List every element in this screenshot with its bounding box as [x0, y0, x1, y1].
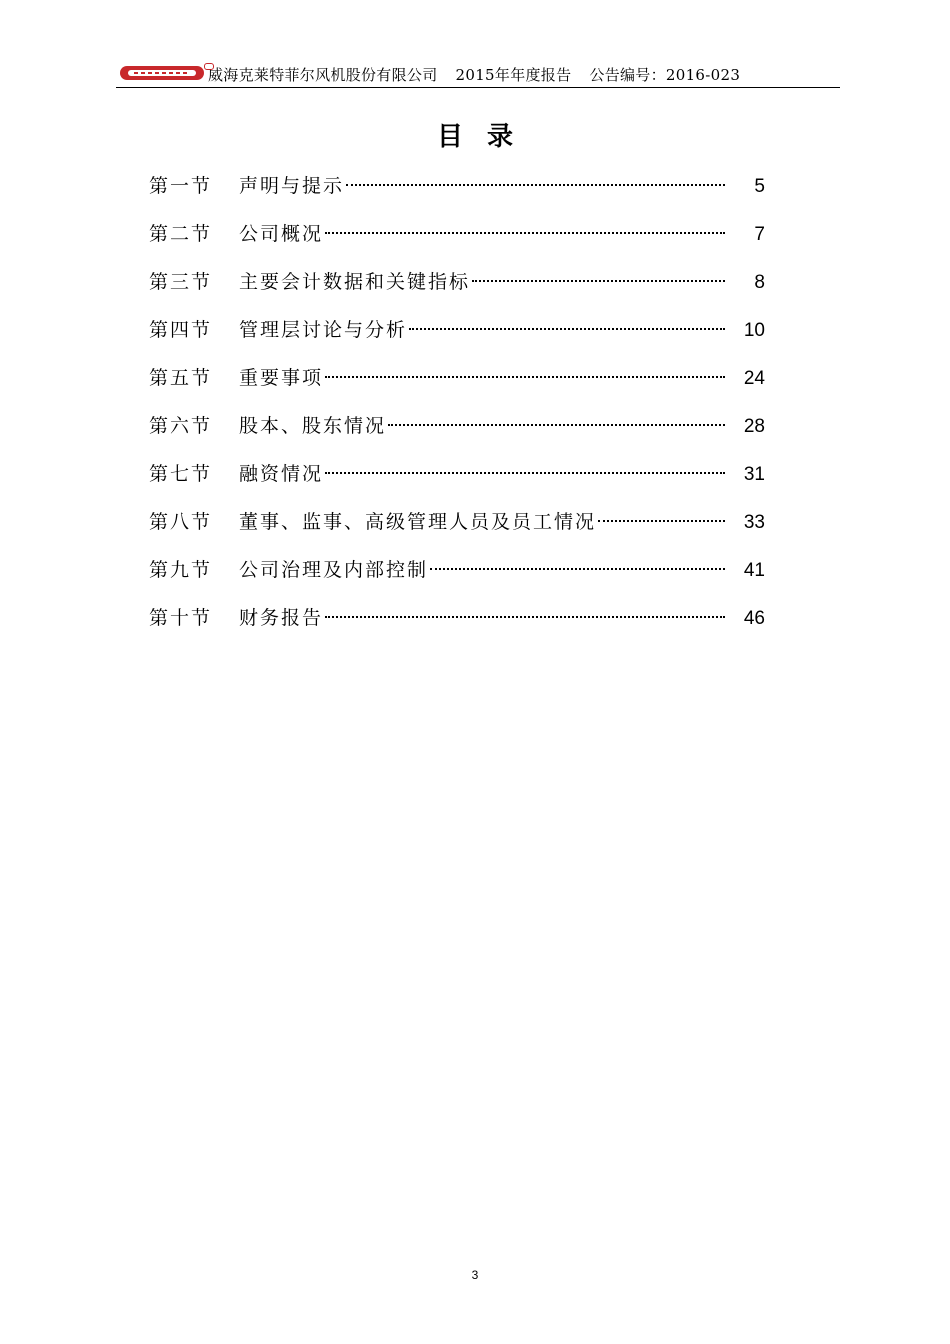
toc-item-title: 声明与提示: [239, 175, 345, 197]
toc-leader-dots: [346, 184, 725, 186]
toc-item-title: 董事、监事、高级管理人员及员工情况: [239, 511, 597, 533]
toc-section: 第三节: [149, 271, 213, 293]
toc-section: 第八节: [149, 511, 213, 533]
toc-leader-dots: [472, 280, 725, 282]
toc-item-title: 管理层讨论与分析: [239, 319, 408, 341]
toc-row[interactable]: [149, 268, 765, 316]
toc-item-title: 融资情况: [239, 463, 324, 485]
toc-page: 8: [754, 272, 765, 293]
toc-section: 第十节: [149, 607, 213, 629]
toc-row[interactable]: [149, 508, 765, 556]
toc-leader-dots: [325, 376, 725, 378]
toc-leader-dots: [325, 232, 725, 234]
page-number: 3: [471, 1268, 479, 1282]
toc-page: 33: [743, 512, 765, 533]
toc-page: 41: [743, 560, 765, 581]
toc-section: 第七节: [149, 463, 213, 485]
table-of-contents: [149, 172, 765, 652]
toc-page: 5: [754, 176, 765, 197]
toc-row[interactable]: [149, 460, 765, 508]
toc-row[interactable]: [149, 412, 765, 460]
header-text: [208, 65, 840, 85]
toc-row[interactable]: [149, 604, 765, 652]
toc-item-title: 公司概况: [239, 223, 324, 245]
toc-leader-dots: [409, 328, 725, 330]
toc-leader-dots: [388, 424, 725, 426]
toc-page: 24: [743, 368, 765, 389]
toc-item-title: 重要事项: [239, 367, 324, 389]
toc-row[interactable]: [149, 220, 765, 268]
header-report: 2015年年度报告: [455, 66, 572, 84]
toc-item-title: 股本、股东情况: [239, 415, 387, 437]
toc-section: 第五节: [149, 367, 213, 389]
toc-page: 28: [743, 416, 765, 437]
toc-row[interactable]: [149, 316, 765, 364]
page-header: [116, 64, 840, 88]
toc-section: 第四节: [149, 319, 213, 341]
toc-leader-dots: [598, 520, 725, 522]
header-company: 威海克莱特菲尔风机股份有限公司: [208, 66, 438, 84]
toc-item-title: 主要会计数据和关键指标: [239, 271, 471, 293]
toc-page: 46: [743, 608, 765, 629]
toc-page: 7: [754, 224, 765, 245]
header-notice: 公告编号：2016-023: [589, 66, 741, 84]
toc-leader-dots: [325, 616, 725, 618]
toc-section: 第六节: [149, 415, 213, 437]
toc-page: 10: [743, 320, 765, 341]
toc-item-title: 公司治理及内部控制: [239, 559, 429, 581]
company-logo-icon: [120, 66, 204, 80]
toc-title: 目录: [436, 122, 537, 152]
toc-section: 第二节: [149, 223, 213, 245]
toc-leader-dots: [430, 568, 725, 570]
toc-leader-dots: [325, 472, 725, 474]
toc-row[interactable]: [149, 172, 765, 220]
toc-item-title: 财务报告: [239, 607, 324, 629]
toc-row[interactable]: [149, 364, 765, 412]
toc-row[interactable]: [149, 556, 765, 604]
toc-page: 31: [743, 464, 765, 485]
toc-section: 第九节: [149, 559, 213, 581]
toc-section: 第一节: [149, 175, 213, 197]
